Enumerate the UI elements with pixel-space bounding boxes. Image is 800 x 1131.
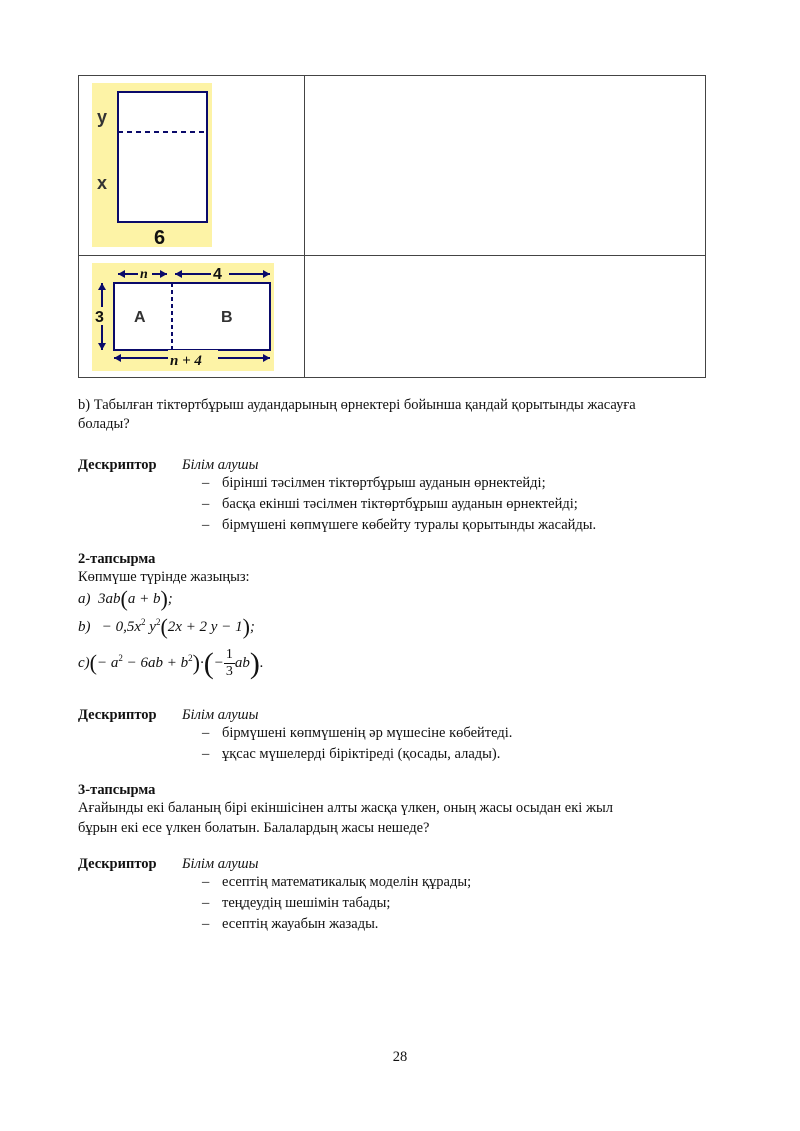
descriptor-block-3: [78, 855, 718, 935]
fig2-label-bottom: n + 4: [170, 353, 202, 369]
figure-table: [78, 75, 706, 378]
list-item: – бірінші тәсілмен тіктөртбұрыш ауданын өрнектейді;: [202, 475, 546, 491]
task3-title: 3-тапсырма: [78, 782, 156, 798]
page-number: 28: [392, 1049, 408, 1065]
list-item: – есептің математикалық моделін құрады;: [202, 874, 472, 890]
task3-block: [78, 781, 718, 841]
task2-expression-a: a) 3ab(a + b);: [78, 586, 173, 611]
list-item: – теңдеудің шешімін табады;: [202, 895, 391, 911]
descriptor-role: Білім алушы: [182, 707, 259, 723]
descriptor-block-1: [78, 456, 718, 536]
list-item: – бірмүшені көпмүшенің әр мүшесіне көбейтеді.: [202, 725, 513, 741]
expr-a-label: a): [78, 591, 91, 607]
descriptor-role: Білім алушы: [182, 457, 259, 473]
list-item: – бірмүшені көпмүшеге көбейту туралы қорытынды жасайды.: [202, 517, 597, 533]
task3-text-line1: Ағайынды екі баланың бірі екіншісінен алты жасқа үлкен, оның жасы осыдан екі жыл: [78, 800, 613, 816]
fig2-label-a: A: [134, 309, 146, 326]
rectangle-figure-2: [92, 263, 274, 371]
fig1-label-y: y: [97, 107, 108, 127]
fig2-label-top-4: 4: [213, 266, 222, 283]
fig2-label-left-3: 3: [95, 309, 104, 326]
task1b-text-line1: b) Табылған тіктөртбұрыш аудандарының өрнектері бойынша қандай қорытынды жасауға: [78, 397, 636, 413]
descriptor-role: Білім алушы: [182, 856, 259, 872]
fig1-label-x: x: [97, 173, 108, 193]
list-item: – ұқсас мүшелерді біріктіреді (қосады, алады).: [202, 746, 501, 762]
table-divider-vertical: [304, 76, 305, 377]
task2-block: [78, 550, 718, 690]
task2-instruction: Көпмүше түрінде жазыңыз:: [78, 569, 250, 585]
task3-text-line2: бұрын екі есе үлкен болатын. Балалардың жасы нешеде?: [78, 820, 430, 836]
rectangle-figure-1: [92, 83, 212, 247]
table-divider-horizontal: [79, 255, 705, 256]
fig1-label-bottom: 6: [154, 227, 166, 247]
task1b-text-line2: болады?: [78, 416, 130, 432]
descriptor-label: Дескриптор: [78, 707, 157, 723]
list-item: – есептің жауабын жазады.: [202, 916, 379, 932]
descriptor-label: Дескриптор: [78, 457, 157, 473]
fig2-label-top-n: n: [140, 267, 148, 282]
expr-b-label: b): [78, 619, 91, 635]
expr-c-label: c): [78, 655, 90, 671]
task2-expression-b: $b) - 0,5x^2$ $y^2(2x + 2$ y − 1);: [78, 614, 255, 639]
list-item: – басқа екінші тәсілмен тіктөртбұрыш ауданын өрнектейді;: [202, 496, 578, 512]
fig2-label-b: B: [221, 309, 233, 326]
descriptor-label: Дескриптор: [78, 856, 157, 872]
task2-expression-c: $c)(- a^2 - 6ab + b^2)\cdot(-$ $\frac{1}{3}$ ab).: [78, 647, 264, 680]
task2-title: 2-тапсырма: [78, 551, 156, 567]
descriptor-block-2: [78, 706, 718, 766]
